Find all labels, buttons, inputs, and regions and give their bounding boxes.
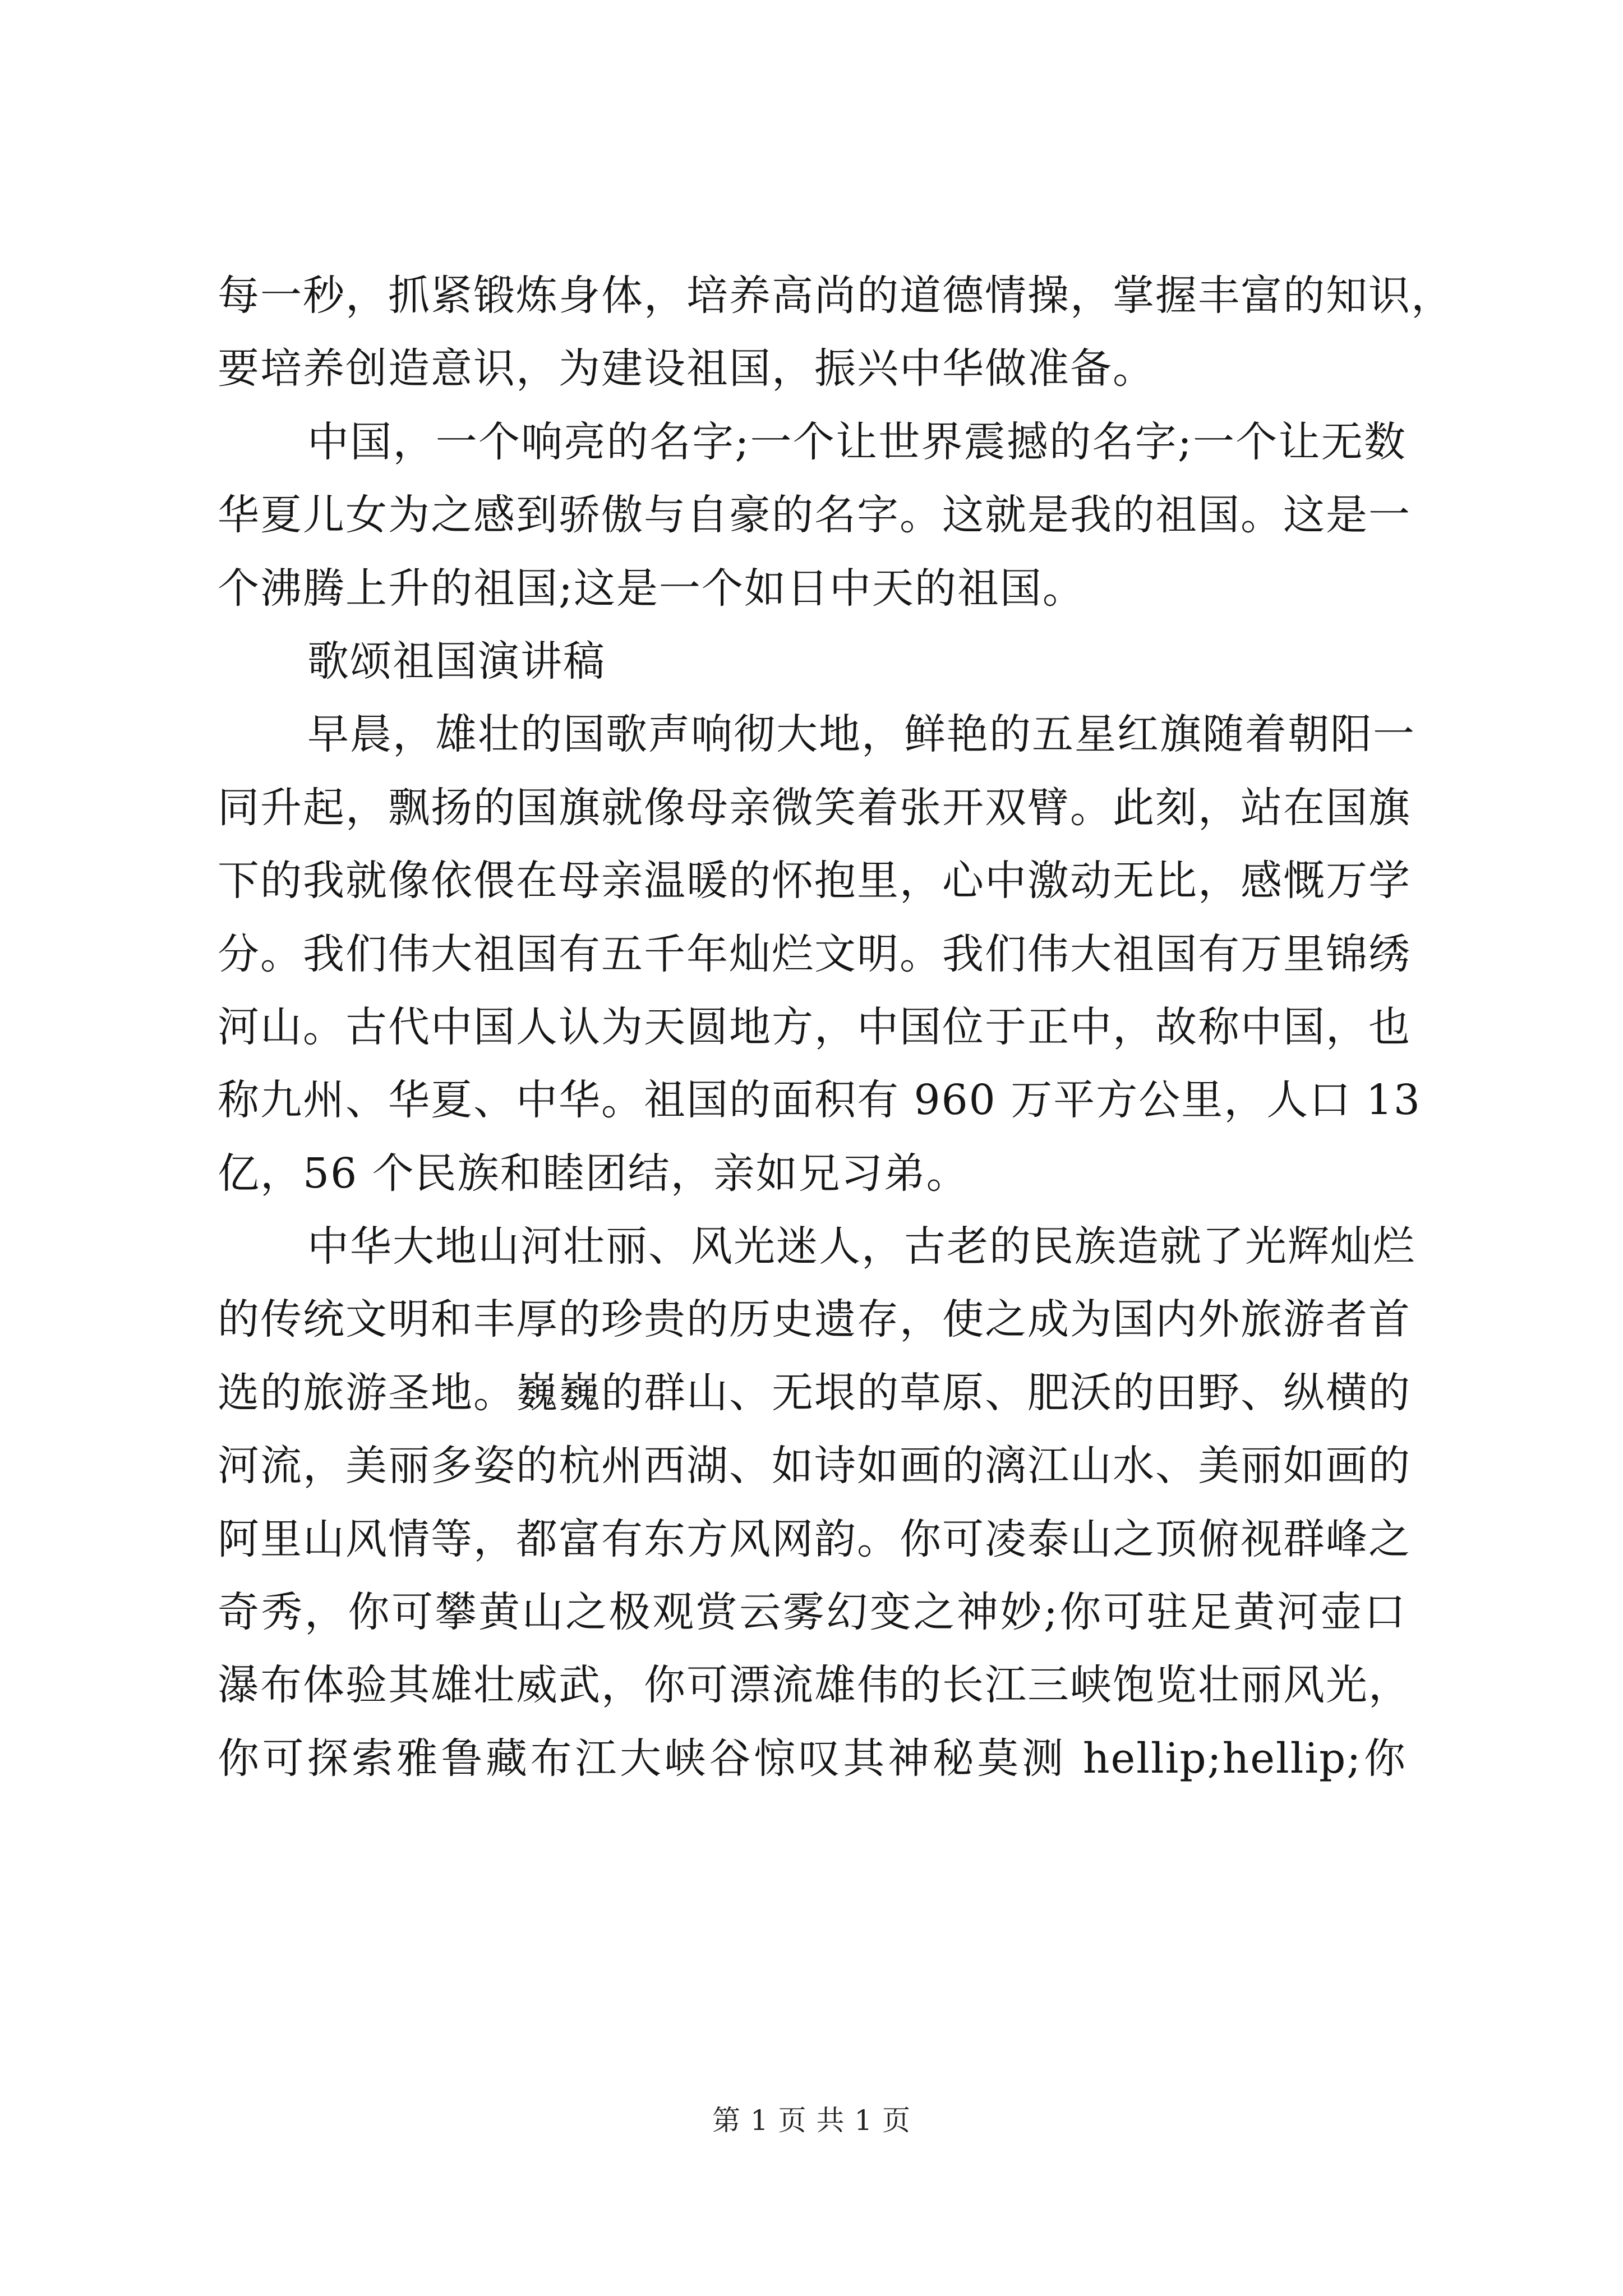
text-line: 河流，美丽多姿的杭州西湖、如诗如画的漓江山水、美丽如画的: [218, 1442, 1411, 1490]
page-footer: 第 1 页 共 1 页: [712, 2104, 911, 2137]
document-body: [218, 259, 1454, 1795]
text-line: 个沸腾上升的祖国;这是一个如日中天的祖国。: [218, 564, 1085, 613]
text-line: 你可探索雅鲁藏布江大峡谷惊叹其神秘莫测 hellip;hellip;你: [218, 1734, 1407, 1783]
text-line: 每一秒，抓紧锻炼身体，培养高尚的道德情操，掌握丰富的知识，: [218, 272, 1454, 320]
text-line: 要培养创造意识，为建设祖国，振兴中华做准备。: [218, 344, 1155, 393]
text-line: 瀑布体验其雄壮威武，你可漂流雄伟的长江三峡饱览壮丽风光，: [218, 1661, 1411, 1710]
section-heading: 歌颂祖国演讲稿: [307, 637, 606, 685]
paragraph-first-line: 中华大地山河壮丽、风光迷人，古老的民族造就了光辉灿烂: [307, 1222, 1415, 1271]
text-line: 奇秀，你可攀黄山之极观赏云雾幻变之神妙;你可驻足黄河壶口: [218, 1588, 1407, 1637]
text-line: 称九州、华夏、中华。祖国的面积有 960 万平方公里，人口 13: [218, 1076, 1421, 1125]
text-line: 同升起，飘扬的国旗就像母亲微笑着张开双臂。此刻，站在国旗: [218, 783, 1411, 832]
text-line: 阿里山风情等，都富有东方风网韵。你可凌泰山之顶俯视群峰之: [218, 1515, 1411, 1563]
paragraph-first-line: 中国，一个响亮的名字;一个让世界震撼的名字;一个让无数: [307, 417, 1407, 466]
text-line: 亿，56 个民族和睦团结，亲如兄习弟。: [218, 1149, 969, 1198]
text-line: 华夏儿女为之感到骄傲与自豪的名字。这就是我的祖国。这是一: [218, 491, 1411, 540]
text-line: 河山。古代中国人认为天圆地方，中国位于正中，故称中国，也: [218, 1002, 1411, 1051]
text-line: 选的旅游圣地。巍巍的群山、无垠的草原、肥沃的田野、纵横的: [218, 1368, 1411, 1417]
paragraph-first-line: 早晨，雄壮的国歌声响彻大地，鲜艳的五星红旗随着朝阳一: [307, 710, 1415, 759]
text-line: 的传统文明和丰厚的珍贵的历史遗存，使之成为国内外旅游者首: [218, 1295, 1411, 1344]
text-line: 分。我们伟大祖国有五千年灿烂文明。我们伟大祖国有万里锦绣: [218, 930, 1411, 978]
text-line: 下的我就像依偎在母亲温暖的怀抱里，心中激动无比，感慨万学: [218, 857, 1411, 905]
